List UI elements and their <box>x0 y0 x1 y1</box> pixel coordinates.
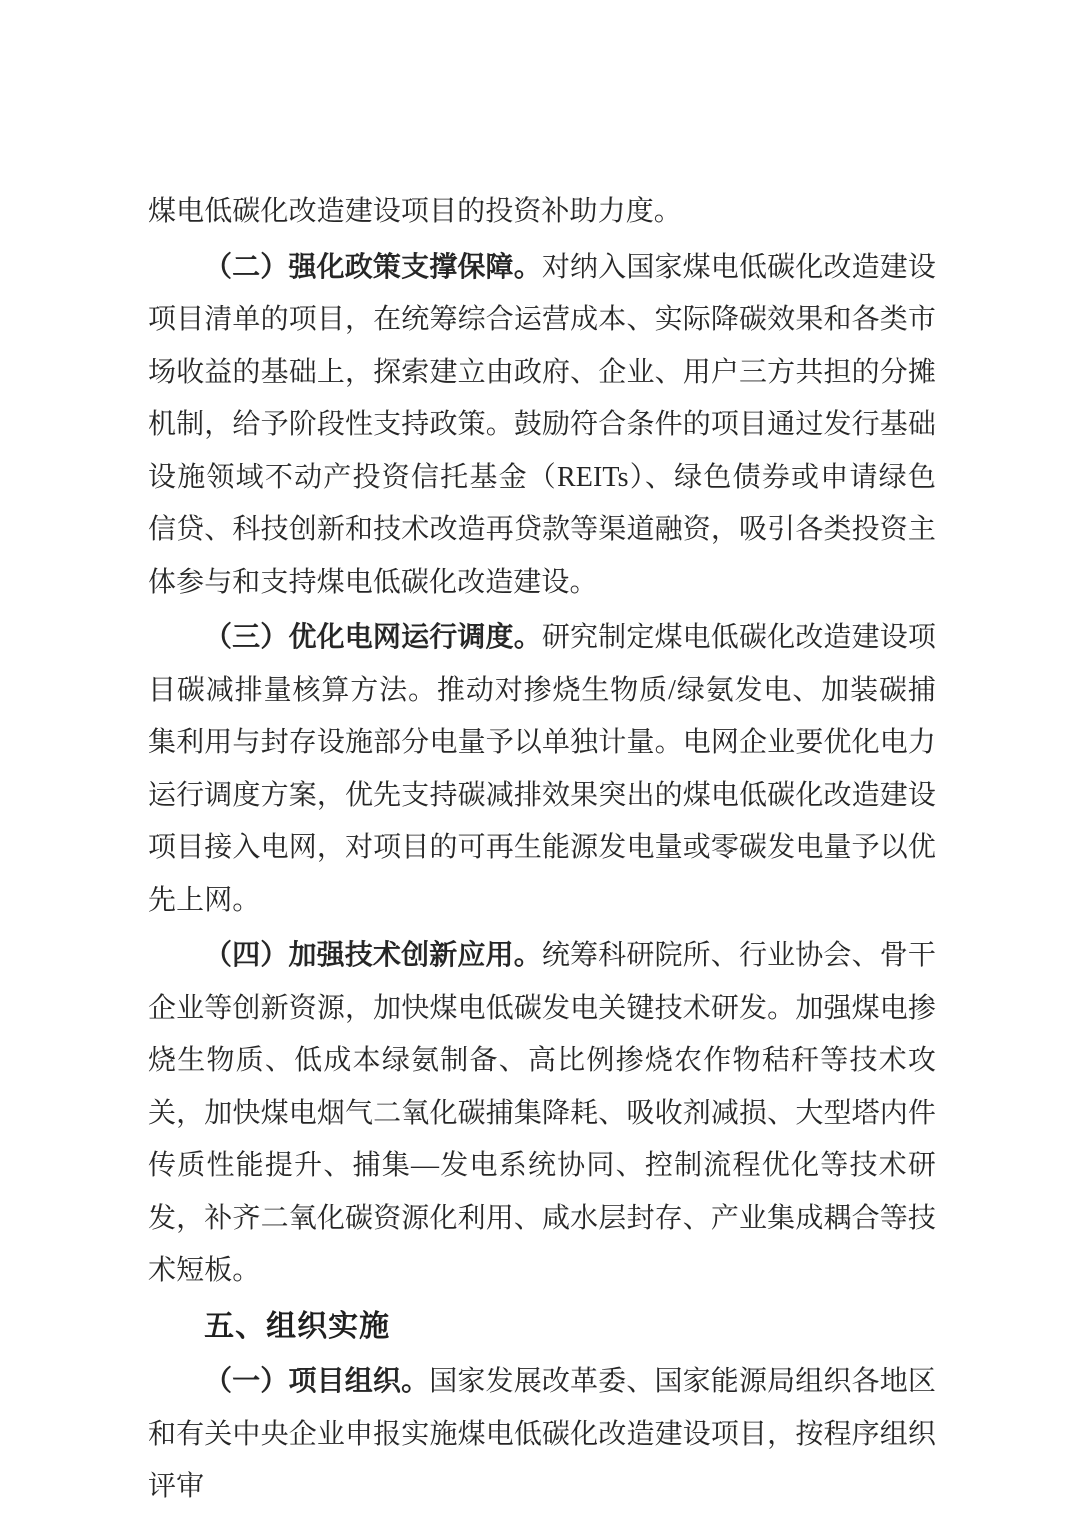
paragraph-section-4 <box>148 930 936 1298</box>
paragraph-text: 对纳入国家煤电低碳化改造建设项目清单的项目，在统筹综合运营成本、实际降碳效果和各类市场收益的基础上，探索建立由政府、企业、用户三方共担的分摊机制，给予阶段性支持政策。鼓励符合条件的项目通过发行基础设施领域不动产投资信托基金（REITs）、绿色债券或申请绿色信贷、科技创新和技术改造再贷款等渠道融资，吸引各类投资主体参与和支持煤电低碳化改造建设。 <box>148 251 936 598</box>
section-lead-5-1: （一）项目组织。 <box>204 1366 430 1397</box>
paragraph-text: 国家发展改革委、国家能源局组织各地区和有关中央企业申报实施煤电低碳化改造建设项目，按程序组织评审 <box>148 1366 936 1502</box>
paragraph-section-2 <box>148 242 936 610</box>
section-lead-4: （四）加强技术创新应用。 <box>204 940 542 971</box>
section-lead-3: （三）优化电网运行调度。 <box>204 622 542 653</box>
paragraph-section-5-1 <box>148 1356 936 1514</box>
document-text-block <box>148 186 936 1514</box>
paragraph-section-3 <box>148 612 936 927</box>
section-lead-2: （二）强化政策支撑保障。 <box>204 251 542 283</box>
paragraph-text: 统筹科研院所、行业协会、骨干企业等创新资源，加快煤电低碳发电关键技术研发。加强煤电掺烧生物质、低成本绿氨制备、高比例掺烧农作物秸秆等技术攻关，加快煤电烟气二氧化碳捕集降耗、吸收剂减损、大型塔内件传质性能提升、捕集—发电系统协同、控制流程优化等技术研发，补齐二氧化碳资源化利用、咸水层封存、产业集成耦合等技术短板。 <box>148 940 936 1286</box>
paragraph-text: 煤电低碳化改造建设项目的投资补助力度。 <box>148 196 682 227</box>
paragraph-text: 研究制定煤电低碳化改造建设项目碳减排量核算方法。推动对掺烧生物质/绿氨发电、加装碳捕集利用与封存设施部分电量予以单独计量。电网企业要优化电力运行调度方案，优先支持碳减排效果突出的煤电低碳化改造建设项目接入电网，对项目的可再生能源发电量或零碳发电量予以优先上网。 <box>148 622 936 916</box>
chapter-heading-5: 五、组织实施 <box>204 1309 391 1343</box>
paragraph-continuation <box>148 186 936 239</box>
